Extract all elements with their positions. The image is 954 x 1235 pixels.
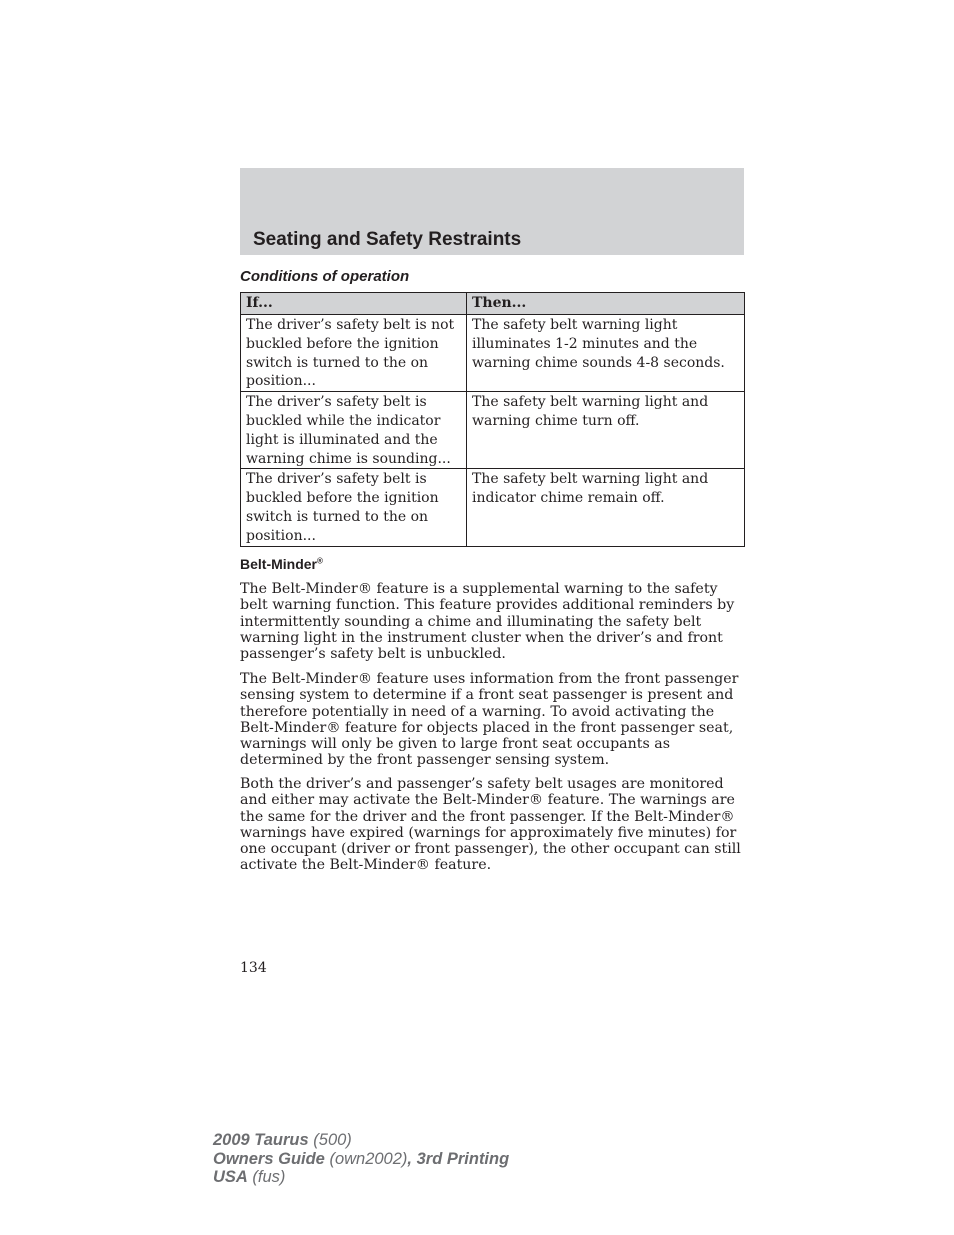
belt-minder-heading-text: Belt-Minder	[240, 556, 317, 572]
table-cell: The safety belt warning light and indicator chime remain off.	[467, 469, 745, 546]
footer-line-2	[213, 1150, 509, 1169]
belt-minder-paragraph-3: Both the driver’s and passenger’s safety belt usages are monitored and either may activate the Belt-Minder® feature. The warnings are the same for the driver and the front passenger. If the Belt-Minder® warnings have expired (warnings for approximately five minutes) for one occupant (driver or front passenger), the other occupant can still activate the Belt-Minder® feature.	[240, 776, 741, 874]
footer-line-1	[213, 1131, 509, 1150]
table-row	[241, 315, 745, 392]
table-cell: The safety belt warning light and warning chime turn off.	[467, 392, 745, 469]
page-title: Seating and Safety Restraints	[253, 229, 522, 250]
conditions-table	[240, 292, 745, 547]
footer-line-3	[213, 1168, 509, 1187]
conditions-heading: Conditions of operation	[240, 268, 410, 285]
footer-guide-code: (own2002)	[324, 1149, 408, 1168]
table-cell: The safety belt warning light illuminates 1-2 minutes and the warning chime sounds 4-8 seconds.	[467, 315, 745, 392]
table-cell: The driver’s safety belt is buckled before the ignition switch is turned to the on position...	[241, 469, 467, 546]
section-header-band	[240, 168, 744, 255]
belt-minder-paragraph-2: The Belt-Minder® feature uses information from the front passenger sensing system to determine if a front seat passenger is present and therefore potentially in need of a warning. To avoid activating the Belt-Minder® feature for objects placed in the front passenger seat, warnings will only be given to large front seat occupants as determined by the front passenger sensing system.	[240, 671, 739, 769]
footer-region-code: (fus)	[247, 1168, 286, 1186]
column-header-then: Then...	[467, 293, 745, 315]
footer-guide: Owners Guide	[213, 1149, 325, 1168]
belt-minder-paragraph-1: The Belt-Minder® feature is a supplemental warning to the safety belt warning function. This feature provides additional reminders by intermittently sounding a chime and illuminating the safety belt warning light in the instrument cluster when the driver’s and front passenger’s safety belt is unbuckled.	[240, 581, 735, 663]
column-header-if: If...	[241, 293, 467, 315]
footer-model: 2009 Taurus	[213, 1131, 309, 1149]
belt-minder-heading	[240, 556, 323, 572]
registered-mark: ®	[317, 556, 323, 566]
table-row	[241, 469, 745, 546]
footer-printing: , 3rd Printing	[407, 1149, 510, 1168]
table-cell: The driver’s safety belt is buckled while the indicator light is illuminated and the warning chime is sounding...	[241, 392, 467, 469]
document-footer	[213, 1131, 509, 1187]
table-row	[241, 392, 745, 469]
table-cell: The driver’s safety belt is not buckled before the ignition switch is turned to the on position...	[241, 315, 467, 392]
footer-region: USA	[213, 1168, 248, 1186]
footer-model-code: (500)	[308, 1131, 352, 1149]
page-number: 134	[240, 960, 267, 976]
table-header-row	[241, 293, 745, 315]
